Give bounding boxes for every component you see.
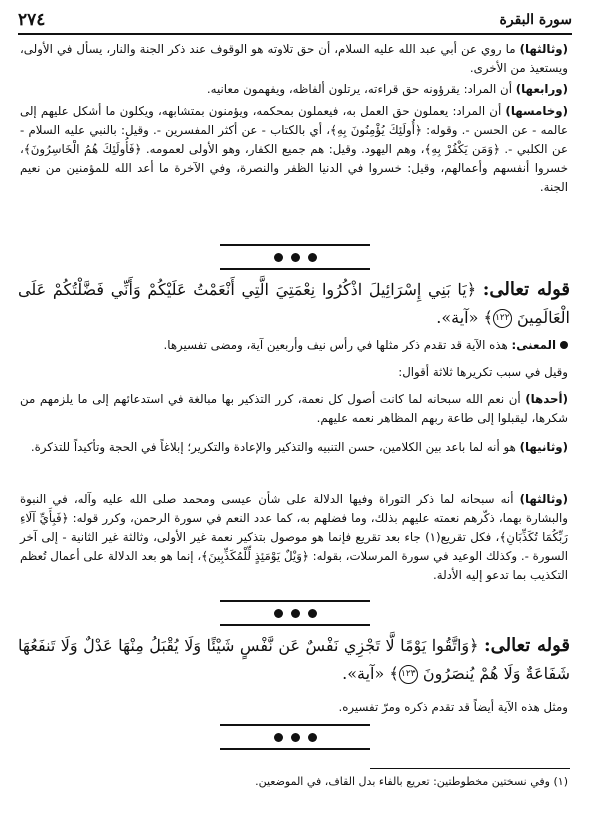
surah-name: سورة البقرة (499, 12, 572, 28)
verse-123: قوله تعالى: ﴿وَاتَّقُوا يَوْمًا لَّا تَجْزِي نَفْسٌ عَن نَّفْسٍ شَيْئًا وَلَا يُقْبَلُ مِنْهَا عَدْلٌ وَلَا تَنفَعُهَا شَفَاعَةٌ وَلَا هُمْ يُنصَرُونَ ١٢٣﴾ «آية». (18, 635, 570, 683)
ayah-number-badge-2: ١٢٣ (399, 665, 418, 684)
footnote-text: وفي نسختين مخطوطتين: تعريع بالفاء بدل القاف، في الموضعين. (255, 775, 550, 788)
page-number: ٢٧٤ (18, 10, 46, 30)
paragraph-rabiuha: (ورابعها) أن المراد: يقرؤونه حق قراءته، يرتلون ألفاظه، ويفهمون معانيه. (206, 82, 568, 96)
paragraph-thaniha: (وثانيها) هو أنه لما باعد بين الكلامين، حسن التنبيه والتذكير والإعادة والتكرير؛ إبلاغاً في الحجة وتأكيداً للتذكرة. (30, 440, 568, 454)
bullet-icon (560, 341, 568, 349)
verse-122: قوله تعالى: ﴿يَا بَنِي إِسْرَائِيلَ اذْكُرُوا نِعْمَتِيَ الَّتِي أَنْعَمْتُ عَلَيْكُمْ وَأَنِّي فَضَّلْتُكُمْ عَلَى الْعَالَمِينَ ١٢٢﴾ «آية». (18, 279, 570, 327)
verse-label-2: قوله تعالى: (484, 635, 570, 656)
repetition-intro: وقيل في سبب تكريرها ثلاثة أقوال: (398, 365, 568, 379)
verse-note: ومثل هذه الآية أيضاً قد تقدم ذكره ومرّ تفسيره. (338, 700, 568, 714)
page-header (18, 8, 572, 32)
ayah-number-badge: ١٢٢ (493, 309, 512, 328)
header-rule (18, 33, 572, 35)
paragraph-khamisuha: (وخامسها) أن المراد: يعملون حق العمل به، فيعملون بمحكمه، ويؤمنون بمتشابهه، ويكلون ما أشكل عليهم إلى عالمه - عن الحسن -. وقوله: ﴿أُولَئِكَ يُؤْمِنُونَ بِهِ﴾، أي بالكتاب - عن أكثر المفسرين -. وقيل: بالنبي عليه السلام - عن الكلبي -. ﴿وَمَن يَكْفُرْ بِهِ﴾، وهم اليهود. وقيل: هم جميع الكفار، وهو الأولى لعمومه. ﴿فَأُولَئِكَ هُمُ الْخَاسِرُونَ﴾، خسروا أنفسهم وأعمالهم، وقيل: خسروا في الدنيا الظفر والنصرة، وفي الآخرة ما أعد الله للمؤمنين من نعيم الجنة. (20, 104, 568, 194)
verse-text-2: ﴿وَاتَّقُوا يَوْمًا لَّا تَجْزِي نَفْسٌ عَن نَّفْسٍ شَيْئًا وَلَا يُقْبَلُ مِنْهَا عَدْلٌ وَلَا تَنفَعُهَا شَفَاعَةٌ وَلَا هُمْ يُنصَرُونَ (18, 636, 570, 683)
paragraph-ahaduha: (أحدها) أن نعم الله سبحانه لما كانت أصول كل نعمة، كرر التذكير بها مبالغة في استدعائهم إلى ما يلزمهم من شكرها، ليقبلوا إلى طاعة ربهم المظاهر نعمه عليهم. (20, 392, 568, 425)
paragraph-thalithuha: (وثالثها) ما روي عن أبي عبد الله عليه السلام، أن حق تلاوته هو الوقوف عند ذكر الجنة والنار، يسأل في الأولى، ويستعيذ من الأخرى. (20, 42, 568, 75)
section-divider-3 (220, 724, 370, 750)
section-divider-2 (220, 600, 370, 626)
footnote-rule (370, 768, 570, 769)
verse-label: قوله تعالى: (482, 279, 570, 300)
footnote (20, 774, 568, 790)
verse-text: ﴿يَا بَنِي إِسْرَائِيلَ اذْكُرُوا نِعْمَتِيَ الَّتِي أَنْعَمْتُ عَلَيْكُمْ وَأَنِّي فَضَّلْتُكُمْ عَلَى الْعَالَمِينَ (18, 280, 570, 327)
meaning-paragraph: المعنى: هذه الآية قد تقدم ذكر مثلها في رأس نيف وأربعين آية، ومضى تفسيرها. (20, 336, 568, 355)
footnote-marker: (١) (553, 775, 568, 788)
paragraph-thalithuha-2: (وثالثها) أنه سبحانه لما ذكر التوراة وفيها الدلالة على شأن عيسى ومحمد صلى الله عليه وآله، في النبوة والبشارة بهما، ذكّرهم نعمته عليهم بذلك، وما فضلهم به، كما عدد النعم في سورة الرحمن، وكرر قوله: ﴿فَبِأَيِّ آلَاءِ رَبِّكُمَا تُكَذِّبَانِ﴾، فكل تقريع(١) جاء بعد تقريع فإنما هو موصول بتذكير نعمة غير الأولى، وثالثة غير الثانية - إلى آخر السورة -. وكذلك الوعيد في سورة المرسلات، بقوله: ﴿وَيْلٌ يَوْمَئِذٍ لِّلْمُكَذِّبِينَ﴾، إنما هو بعد الدلالة على أعمال تُعظم التكذيب بما تدعو إليه الأدلة. (20, 492, 568, 582)
section-divider (220, 244, 370, 270)
